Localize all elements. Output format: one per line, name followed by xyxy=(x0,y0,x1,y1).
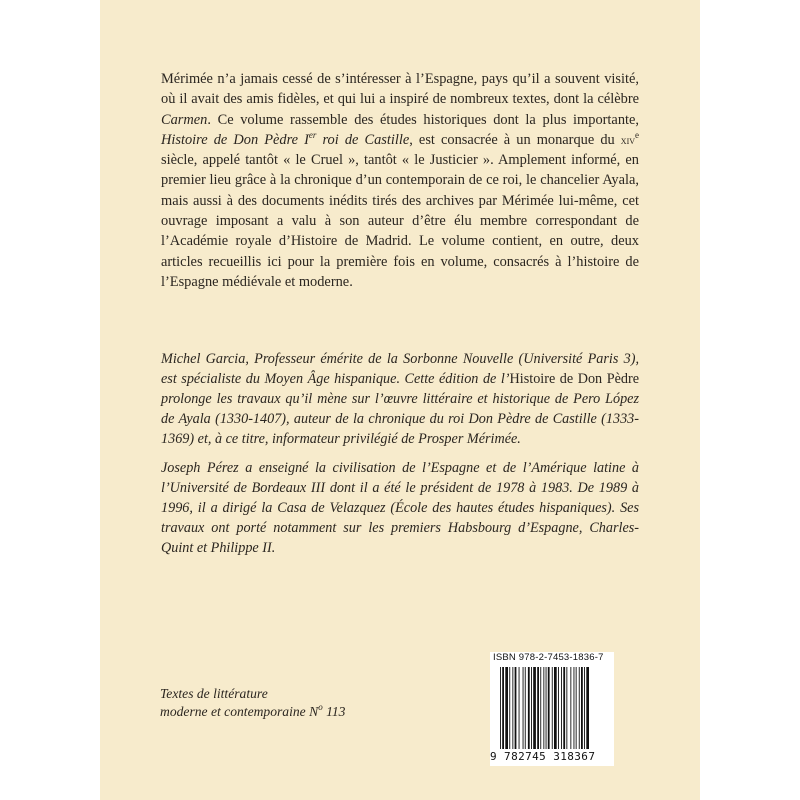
editor-bio xyxy=(161,349,639,449)
barcode-bars xyxy=(494,667,610,749)
isbn-barcode xyxy=(490,652,614,766)
bio-text: Michel Garcia, Professeur émérite de la Sorbonne Nouvelle (Université Paris 3), est spécialiste du Moyen Âge hispanique. Cette édition de l’ xyxy=(161,351,639,387)
series-line-2 xyxy=(160,703,345,721)
series-line-1: Textes de littérature xyxy=(160,686,268,701)
coauthor-bio: Joseph Pérez a enseigné la civilisation de l’Espagne et de l’Amérique latine à l’Université de Bordeaux III dont il a été le président de 1978 à 1983. De 1989 à 1996, il a dirigé la Casa de Velazquez (École des hautes études hispaniques). Ses travaux ont porté notamment sur les premiers Habsbourg d’Espagne, Charles-Quint et Philippe II. xyxy=(161,460,639,556)
book-title-part: Histoire de Don Pèdre I xyxy=(161,131,309,148)
century-numeral: xiv xyxy=(620,132,636,147)
superscript: o xyxy=(318,702,323,712)
isbn-label: ISBN 978-2-7453-1836-7 xyxy=(493,652,604,663)
superscript: er xyxy=(308,129,317,140)
back-cover xyxy=(100,0,700,800)
superscript: e xyxy=(635,129,640,140)
series-name xyxy=(160,685,345,721)
description-text: . Ce volume rassemble des études historiques dont la plus importante, xyxy=(207,111,639,128)
series-number: 113 xyxy=(322,704,346,719)
series-text: moderne et contemporaine N xyxy=(160,704,319,719)
book-description xyxy=(161,69,639,292)
description-text: , est consacrée à un monarque du xyxy=(409,131,621,148)
description-text: siècle, appelé tantôt « le Cruel », tantôt « le Justicier ». Amplement informé, en premier lieu grâce à la chronique d’un contemporain de ce roi, le chancelier Ayala, mais aussi à des documents inédits tirés des archives par Mérimée lui-même, cet ouvrage imposant a valu à son auteur d’être élu membre correspondant de l’Académie royale d’Histoire de Madrid. Le volume contient, en outre, deux articles recueillis ici pour la première fois en volume, consacrés à l’histoire de l’Espagne médiévale et moderne. xyxy=(161,152,639,290)
book-title-part: roi de Castille xyxy=(316,131,410,148)
bio-text: prolonge les travaux qu’il mène sur l’œuvre littéraire et historique de Pero López de Ayala (1330-1407), auteur de la chronique du roi Don Pèdre de Castille (1333-1369) et, à ce titre, informateur privilégié de Prosper Mérimée. xyxy=(161,391,639,447)
title-carmen: Carmen xyxy=(161,111,208,128)
description-text: Mérimée n’a jamais cessé de s’intéresser à l’Espagne, pays qu’il a souvent visité, où il avait des amis fidèles, et qui lui a inspiré de nombreux textes, dont la célèbre xyxy=(161,71,639,108)
bio-book-title: Histoire de Don Pèdre xyxy=(509,371,639,387)
barcode-digits: 9 782745 318367 xyxy=(490,750,596,763)
book-title xyxy=(161,129,410,148)
